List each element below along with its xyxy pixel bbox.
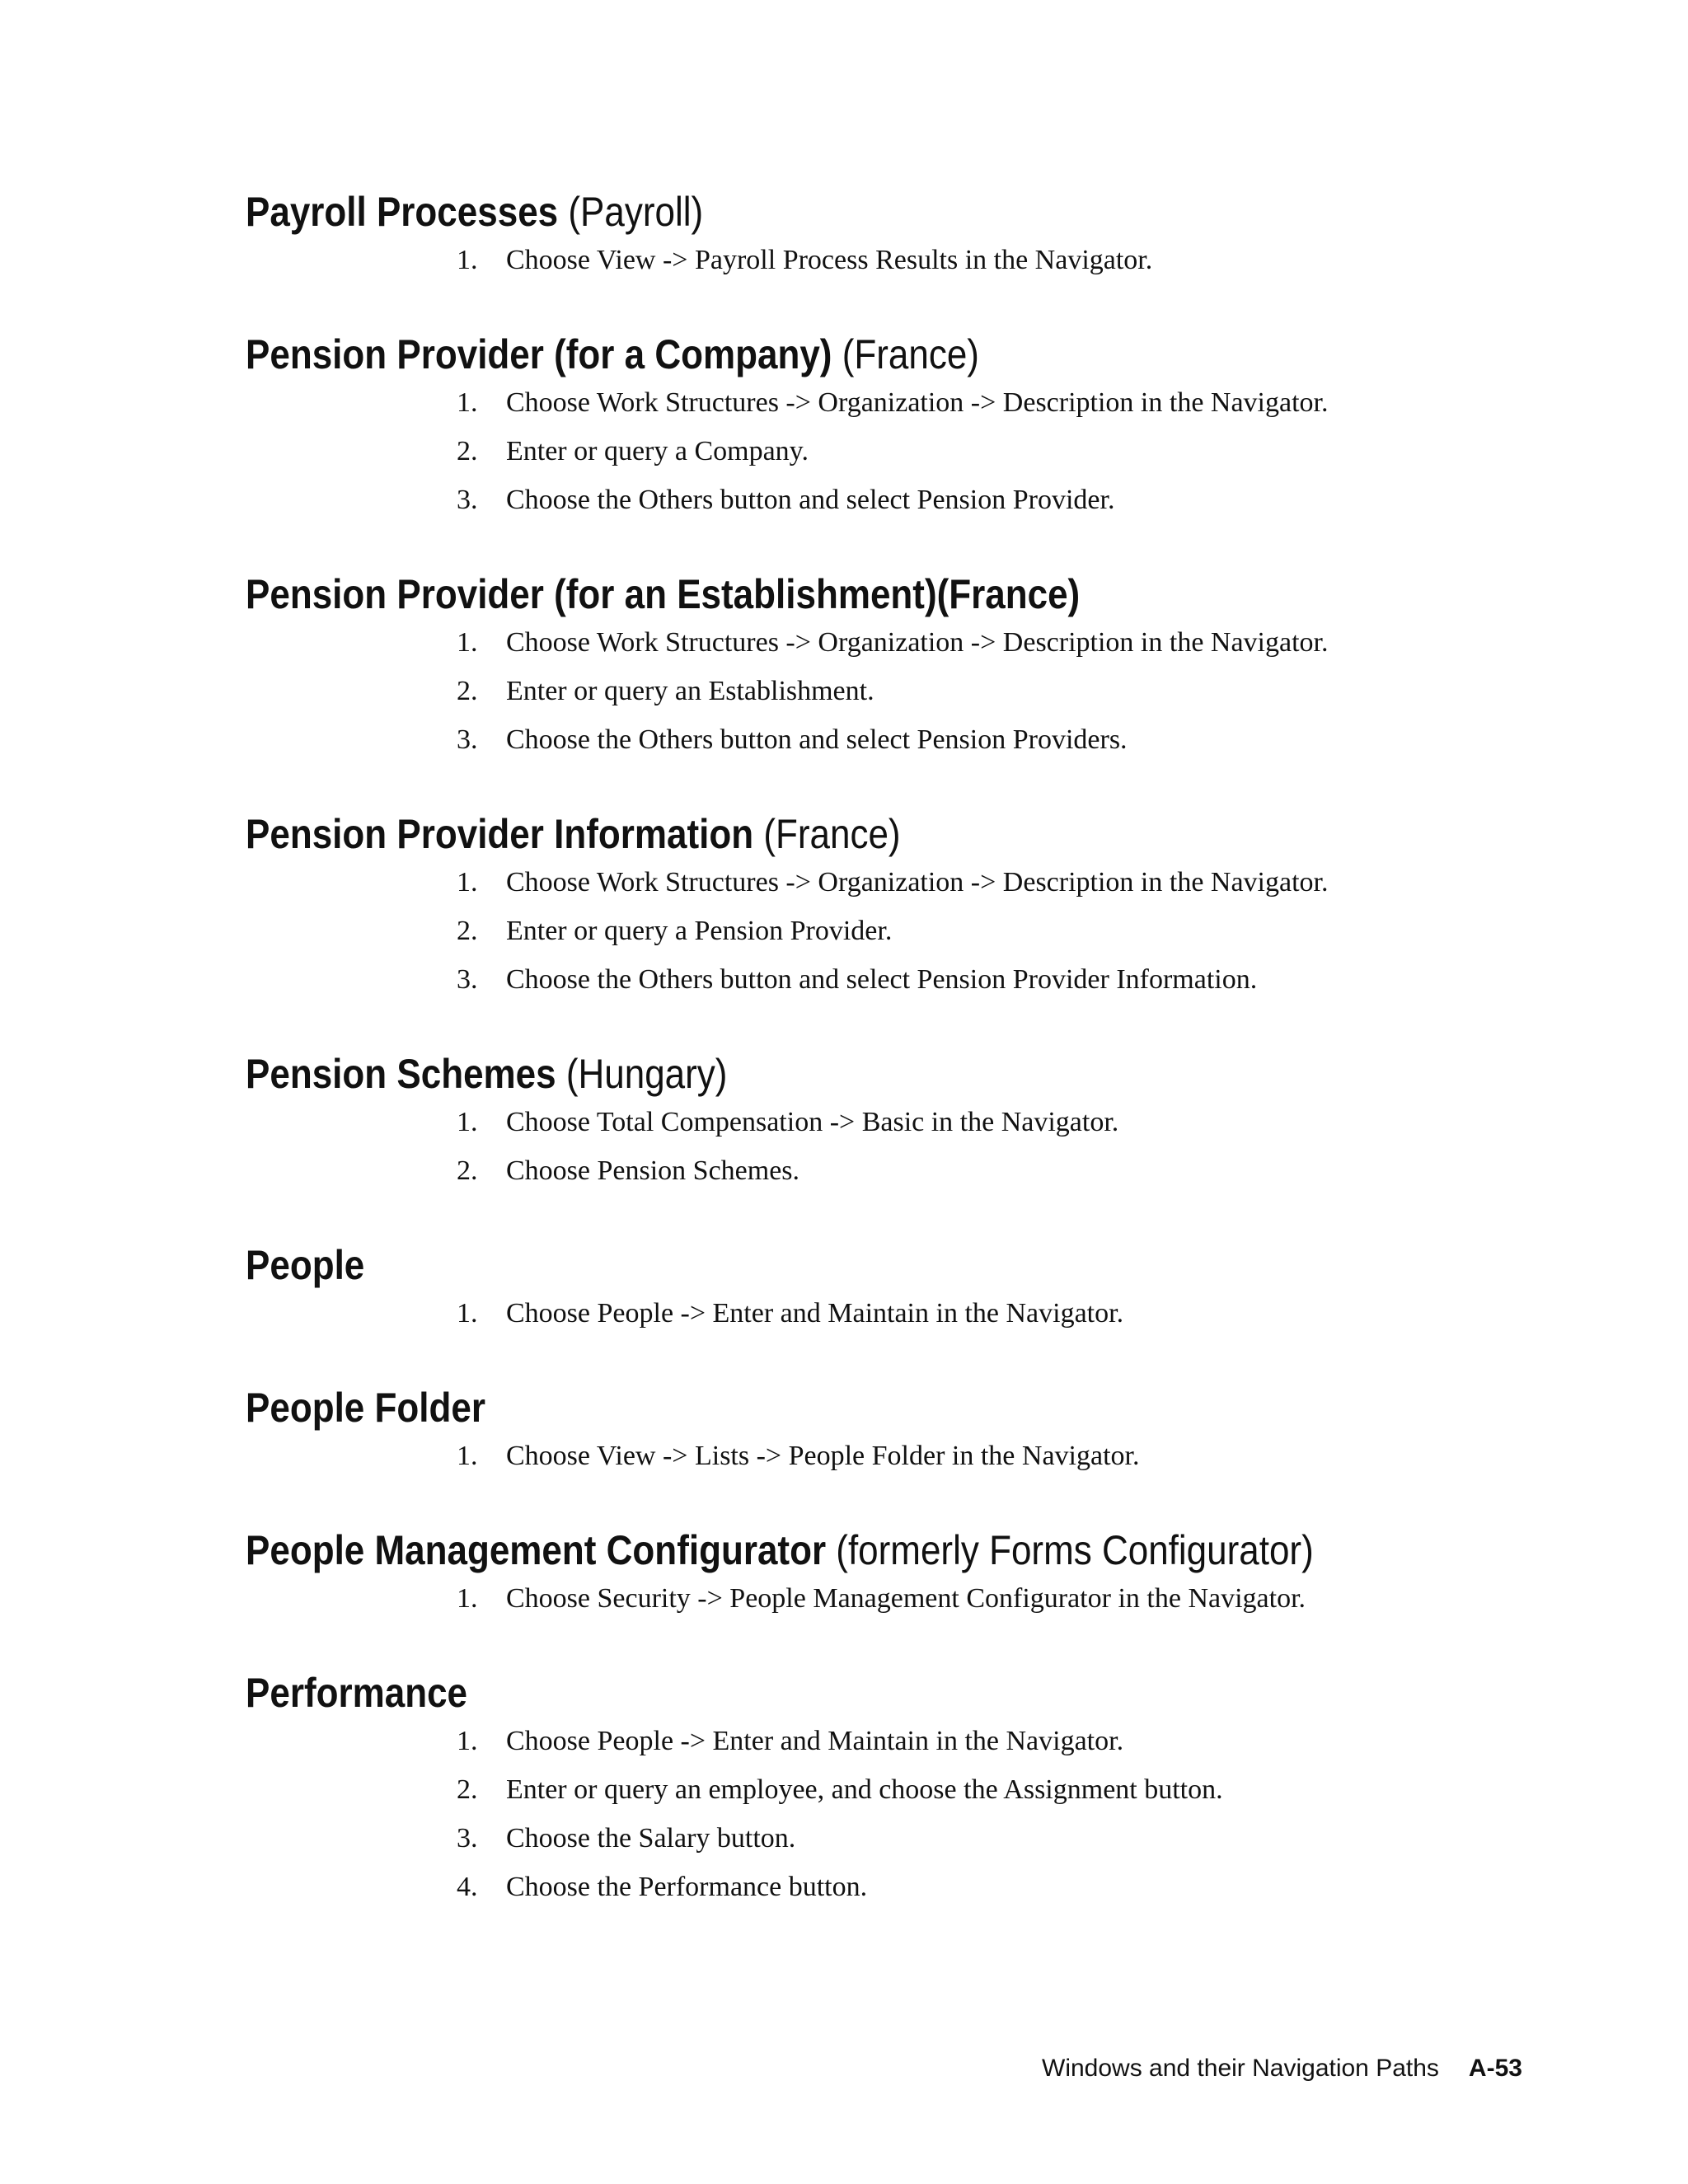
- step-item: [246, 1098, 1531, 1146]
- step-list: [246, 1289, 1531, 1338]
- window-name: Payroll Processes: [246, 189, 559, 235]
- window-entry: [246, 1669, 1531, 1911]
- step-number: 3.: [457, 1823, 478, 1854]
- step-number: 3.: [457, 964, 478, 995]
- step-item: [246, 715, 1531, 764]
- step-item: [246, 1863, 1531, 1911]
- window-entry: [246, 570, 1531, 764]
- page-number: A-53: [1468, 2055, 1522, 2082]
- window-name: Pension Provider Information: [246, 811, 754, 857]
- step-text: Choose Work Structures -> Organization -> Description in the Navigator.: [506, 387, 1329, 418]
- step-text: Choose the Others button and select Pension Provider Information.: [506, 964, 1258, 995]
- window-entry: [246, 188, 1531, 284]
- step-number: 1.: [457, 627, 478, 658]
- step-number: 3.: [457, 485, 478, 515]
- step-number: 2.: [457, 1774, 478, 1805]
- window-qualifier: (Payroll): [558, 189, 704, 235]
- step-item: [246, 618, 1531, 667]
- step-list: [246, 1717, 1531, 1911]
- step-number: 1.: [457, 245, 478, 275]
- window-heading: [246, 330, 1377, 378]
- window-qualifier: (formerly Forms Configurator): [826, 1527, 1314, 1573]
- window-heading: [246, 810, 1377, 858]
- step-number: 1.: [457, 1441, 478, 1471]
- window-name: People: [246, 1242, 365, 1288]
- step-text: Choose People -> Enter and Maintain in the Navigator.: [506, 1726, 1124, 1756]
- window-name: People Folder: [246, 1385, 485, 1431]
- footer-title: Windows and their Navigation Paths: [1042, 2055, 1439, 2082]
- step-item: [246, 667, 1531, 715]
- step-text: Choose Work Structures -> Organization -> Description in the Navigator.: [506, 867, 1329, 898]
- step-list: [246, 858, 1531, 1004]
- window-name: Pension Provider (for a Company): [246, 331, 832, 377]
- step-number: 1.: [457, 867, 478, 898]
- navigation-paths-list: [246, 188, 1531, 1957]
- step-text: Choose Total Compensation -> Basic in the Navigator.: [506, 1107, 1119, 1137]
- step-item: [246, 1574, 1531, 1623]
- window-heading: [246, 1669, 1377, 1717]
- step-number: 2.: [457, 916, 478, 946]
- step-list: [246, 1098, 1531, 1195]
- step-item: [246, 1765, 1531, 1814]
- step-number: 1.: [457, 1107, 478, 1137]
- window-heading: [246, 188, 1377, 236]
- step-text: Enter or query an Establishment.: [506, 676, 874, 706]
- window-qualifier: (Hungary): [556, 1051, 728, 1097]
- step-list: [246, 618, 1531, 764]
- window-qualifier: (France): [753, 811, 901, 857]
- step-list: [246, 378, 1531, 524]
- step-item: [246, 236, 1531, 284]
- window-heading: [246, 1526, 1377, 1574]
- step-text: Choose the Salary button.: [506, 1823, 796, 1854]
- step-number: 2.: [457, 1155, 478, 1186]
- step-item: [246, 907, 1531, 955]
- step-number: 1.: [457, 387, 478, 418]
- window-entry: [246, 1050, 1531, 1195]
- step-text: Choose View -> Payroll Process Results in the Navigator.: [506, 245, 1153, 275]
- step-item: [246, 378, 1531, 427]
- step-item: [246, 476, 1531, 524]
- step-item: [246, 427, 1531, 476]
- step-text: Choose Pension Schemes.: [506, 1155, 800, 1186]
- step-text: Choose View -> Lists -> People Folder in the Navigator.: [506, 1441, 1140, 1471]
- step-text: Enter or query a Pension Provider.: [506, 916, 893, 946]
- step-item: [246, 1146, 1531, 1195]
- window-name: Performance: [246, 1670, 468, 1716]
- window-name: People Management Configurator: [246, 1527, 827, 1573]
- step-item: [246, 1289, 1531, 1338]
- step-text: Choose People -> Enter and Maintain in the Navigator.: [506, 1298, 1124, 1329]
- window-entry: [246, 1384, 1531, 1480]
- window-name: Pension Schemes: [246, 1051, 556, 1097]
- window-entry: [246, 810, 1531, 1004]
- step-list: [246, 236, 1531, 284]
- step-text: Choose the Others button and select Pension Providers.: [506, 724, 1128, 755]
- step-text: Choose Work Structures -> Organization -> Description in the Navigator.: [506, 627, 1329, 658]
- window-qualifier: (France): [832, 331, 979, 377]
- window-entry: [246, 1526, 1531, 1623]
- step-number: 4.: [457, 1872, 478, 1902]
- window-heading: [246, 1050, 1377, 1098]
- window-heading: [246, 1384, 1377, 1432]
- step-list: [246, 1432, 1531, 1480]
- step-number: 2.: [457, 436, 478, 466]
- window-heading: [246, 570, 1377, 618]
- step-item: [246, 1432, 1531, 1480]
- page-footer: [1042, 2052, 1522, 2085]
- step-text: Choose the Others button and select Pension Provider.: [506, 485, 1115, 515]
- step-list: [246, 1574, 1531, 1623]
- step-number: 1.: [457, 1298, 478, 1329]
- step-item: [246, 1814, 1531, 1863]
- window-heading: [246, 1241, 1377, 1289]
- step-number: 1.: [457, 1726, 478, 1756]
- window-entry: [246, 1241, 1531, 1338]
- step-text: Enter or query a Company.: [506, 436, 809, 466]
- step-number: 2.: [457, 676, 478, 706]
- step-number: 1.: [457, 1583, 478, 1614]
- step-text: Enter or query an employee, and choose the Assignment button.: [506, 1774, 1223, 1805]
- step-item: [246, 1717, 1531, 1765]
- step-text: Choose the Performance button.: [506, 1872, 868, 1902]
- step-text: Choose Security -> People Management Configurator in the Navigator.: [506, 1583, 1306, 1614]
- step-item: [246, 858, 1531, 907]
- window-name: Pension Provider (for an Establishment)(France): [246, 571, 1081, 617]
- window-entry: [246, 330, 1531, 524]
- step-number: 3.: [457, 724, 478, 755]
- step-item: [246, 955, 1531, 1004]
